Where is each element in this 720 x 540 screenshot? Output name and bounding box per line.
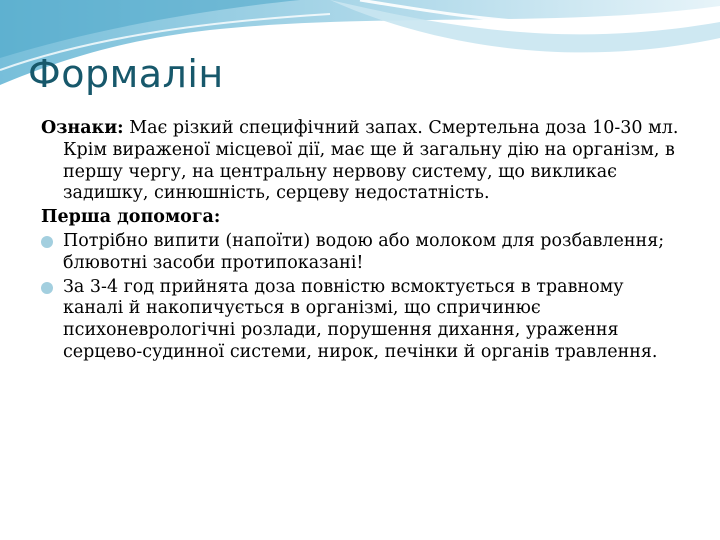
first-aid-heading: Перша допомога: bbox=[41, 207, 221, 228]
first-aid-bullet-2 bbox=[41, 277, 681, 364]
slide-content bbox=[41, 118, 681, 366]
signs-paragraph bbox=[41, 118, 681, 205]
signs-text: Має різкий специфічний запах. Смертельна доза 10-30 мл. Крім вираженої місцевої дії, має ще й загальну дію на організм, в першу чергу, на центральну нервову систему, що викликає задишку, синюшність, серцеву недостатність. bbox=[63, 118, 679, 204]
bullet-dot-icon bbox=[41, 282, 53, 294]
signs-label: Ознаки: bbox=[41, 118, 124, 138]
bullet-text: Потрібно випити (напоїти) водою або молоком для розбавлення; блювотні засоби протипоказані! bbox=[63, 230, 665, 273]
bullet-text: За 3-4 год прийнята доза повністю всмоктується в травному каналі й накопичується в організмі, що спричинює психоневрологічні розлади, порушення дихання, ураження серцево-судинної системи, нирок, печінки й органів травлення. bbox=[63, 276, 658, 362]
slide-title: Формалін bbox=[28, 52, 224, 96]
first-aid-bullet-1 bbox=[41, 231, 681, 275]
bullet-dot-icon bbox=[41, 236, 53, 248]
